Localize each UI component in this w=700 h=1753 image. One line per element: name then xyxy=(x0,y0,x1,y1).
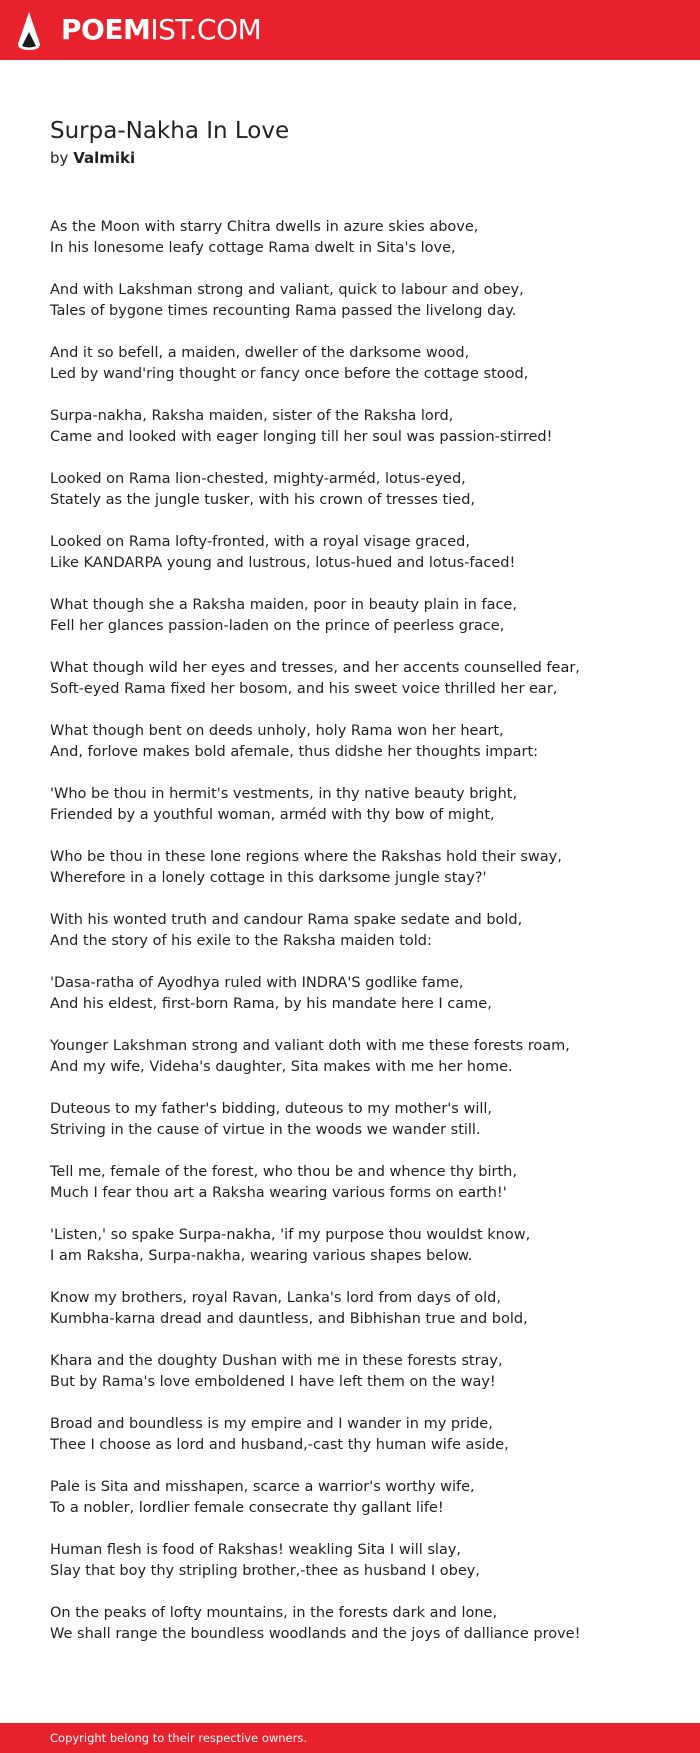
site-logo[interactable] xyxy=(61,12,261,48)
stanza xyxy=(50,1414,670,1477)
poem-line: Looked on Rama lofty-fronted, with a royal visage graced, xyxy=(50,534,470,550)
poem-line: Human flesh is food of Rakshas! weakling Sita I will slay, xyxy=(50,1542,462,1558)
poem-line: And my wife, Videha's daughter, Sita makes with me her home. xyxy=(50,1059,513,1075)
poem-line: Friended by a youthful woman, arméd with thy bow of might, xyxy=(50,807,495,823)
poem-line: Tell me, female of the forest, who thou be and whence thy birth, xyxy=(50,1164,517,1180)
poem-line: 'Dasa-ratha of Ayodhya ruled with INDRA'S godlike fame, xyxy=(50,975,464,991)
site-footer xyxy=(0,1723,700,1753)
poem-line: Khara and the doughty Dushan with me in these forests stray, xyxy=(50,1353,503,1369)
poem-line: Came and looked with eager longing till her soul was passion-stirred! xyxy=(50,429,553,445)
poem-line: Led by wand'ring thought or fancy once before the cottage stood, xyxy=(50,366,529,382)
poem-line: Duteous to my father's bidding, duteous to my mother's will, xyxy=(50,1101,493,1117)
stanza xyxy=(50,1477,670,1540)
ink-nib-icon[interactable] xyxy=(16,10,42,52)
poem-line: But by Rama's love emboldened I have left them on the way! xyxy=(50,1374,496,1390)
by-label: by xyxy=(50,149,69,167)
poem-line: To a nobler, lordlier female consecrate thy gallant life! xyxy=(50,1500,444,1516)
poem-line: We shall range the boundless woodlands and the joys of dalliance prove! xyxy=(50,1626,581,1642)
logo-light-text: IST.COM xyxy=(150,13,262,46)
poem-line: And the story of his exile to the Raksha maiden told: xyxy=(50,933,432,949)
stanza xyxy=(50,721,670,784)
poem-line: Slay that boy thy stripling brother,-thee as husband I obey, xyxy=(50,1563,480,1579)
stanza xyxy=(50,1540,670,1603)
stanza xyxy=(50,847,670,910)
poem-line: Pale is Sita and misshapen, scarce a warrior's worthy wife, xyxy=(50,1479,475,1495)
stanza xyxy=(50,217,670,280)
poem-line: Surpa-nakha, Raksha maiden, sister of the Raksha lord, xyxy=(50,408,454,424)
stanza xyxy=(50,532,670,595)
stanza xyxy=(50,1351,670,1414)
poem-line: Stately as the jungle tusker, with his crown of tresses tied, xyxy=(50,492,476,508)
poem-line: What though wild her eyes and tresses, and her accents counselled fear, xyxy=(50,660,580,676)
poem-line: Thee I choose as lord and husband,-cast thy human wife aside, xyxy=(50,1437,509,1453)
stanza xyxy=(50,1225,670,1288)
stanza xyxy=(50,469,670,532)
stanza xyxy=(50,280,670,343)
stanza xyxy=(50,910,670,973)
stanza xyxy=(50,1099,670,1162)
poem-line: Fell her glances passion-laden on the prince of peerless grace, xyxy=(50,618,505,634)
poem-line: With his wonted truth and candour Rama spake sedate and bold, xyxy=(50,912,523,928)
stanza xyxy=(50,595,670,658)
poem-line: Younger Lakshman strong and valiant doth with me these forests roam, xyxy=(50,1038,570,1054)
poem-line: And it so befell, a maiden, dweller of the darksome wood, xyxy=(50,345,470,361)
stanza xyxy=(50,1288,670,1351)
poem-line: Like KANDARPA young and lustrous, lotus-hued and lotus-faced! xyxy=(50,555,516,571)
poem-line: Tales of bygone times recounting Rama passed the livelong day. xyxy=(50,303,517,319)
poem-title: Surpa-Nakha In Love xyxy=(50,118,290,144)
stanza xyxy=(50,343,670,406)
poem-line: Striving in the cause of virtue in the woods we wander still. xyxy=(50,1122,481,1138)
copyright-notice: Copyright belong to their respective owners. xyxy=(50,1731,308,1745)
poem-line: Who be thou in these lone regions where the Rakshas hold their sway, xyxy=(50,849,562,865)
stanza xyxy=(50,1036,670,1099)
stanza xyxy=(50,1162,670,1225)
poem-line: What though she a Raksha maiden, poor in beauty plain in face, xyxy=(50,597,517,613)
poem-line: 'Listen,' so spake Surpa-nakha, 'if my purpose thou wouldst know, xyxy=(50,1227,531,1243)
poem-line: Soft-eyed Rama fixed her bosom, and his sweet voice thrilled her ear, xyxy=(50,681,558,697)
byline xyxy=(50,148,135,168)
poem-line: Kumbha-karna dread and dauntless, and Bibhishan true and bold, xyxy=(50,1311,528,1327)
poem-line: Broad and boundless is my empire and I wander in my pride, xyxy=(50,1416,493,1432)
poem-line: And, forlove makes bold afemale, thus didshe her thoughts impart: xyxy=(50,744,539,760)
poem-line: As the Moon with starry Chitra dwells in azure skies above, xyxy=(50,219,479,235)
poem-line: What though bent on deeds unholy, holy Rama won her heart, xyxy=(50,723,504,739)
poem-body xyxy=(50,217,670,1666)
poem-line: And his eldest, first-born Rama, by his mandate here I came, xyxy=(50,996,492,1012)
logo-bold-text: POEM xyxy=(61,13,151,46)
poem-line: I am Raksha, Surpa-nakha, wearing various shapes below. xyxy=(50,1248,473,1264)
poem-line: 'Who be thou in hermit's vestments, in thy native beauty bright, xyxy=(50,786,518,802)
poem-line: And with Lakshman strong and valiant, quick to labour and obey, xyxy=(50,282,524,298)
stanza xyxy=(50,973,670,1036)
poem-line: Looked on Rama lion-chested, mighty-arméd, lotus-eyed, xyxy=(50,471,466,487)
stanza xyxy=(50,1603,670,1666)
poem-line: Wherefore in a lonely cottage in this darksome jungle stay?' xyxy=(50,870,487,886)
poem-line: Much I fear thou art a Raksha wearing various forms on earth!' xyxy=(50,1185,507,1201)
poem-author: Valmiki xyxy=(73,149,136,167)
poem-line: Know my brothers, royal Ravan, Lanka's lord from days of old, xyxy=(50,1290,501,1306)
stanza xyxy=(50,784,670,847)
stanza xyxy=(50,658,670,721)
poem-line: On the peaks of lofty mountains, in the forests dark and lone, xyxy=(50,1605,498,1621)
poem-line: In his lonesome leafy cottage Rama dwelt in Sita's love, xyxy=(50,240,456,256)
stanza xyxy=(50,406,670,469)
site-header xyxy=(0,0,700,60)
